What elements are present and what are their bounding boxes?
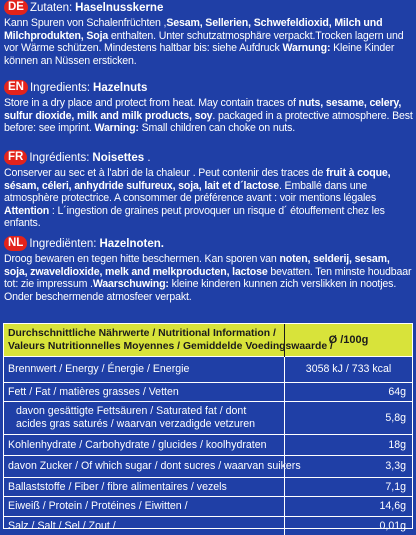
allergens-nl: noten, selderij, sesam, soja, zwaveldioxide, melk and melkproducten, lactose	[4, 253, 390, 278]
nutrition-label: davon Zucker / Of which sugar / dont sucres / waarvan suikers	[8, 460, 301, 473]
lang-badge-fr: FR	[4, 150, 27, 165]
nutrition-label: Eiweiß / Protein / Protéines / Eiwitten /	[8, 500, 188, 513]
nutrition-row-sugar	[4, 456, 412, 478]
nutrition-value: 0,01g	[284, 517, 412, 535]
warning-label-en: Warning:	[94, 122, 139, 135]
allergens-en: nuts, sesame, celery, sulfur dioxide, milk and milk products, soy	[4, 97, 402, 122]
nutrition-label: Kohlenhydrate / Carbohydrate / glucides / koolhydraten	[8, 438, 267, 451]
nutrition-table	[3, 323, 413, 532]
text-en-3: Small children can choke on nuts.	[138, 122, 296, 135]
warning-label-fr: Attention	[4, 204, 50, 217]
ingredient-name-de: Haselnusskerne	[75, 2, 164, 14]
section-de	[4, 0, 413, 80]
nutrition-label: Salz / Salt / Sel / Zout /	[8, 519, 116, 532]
nutrition-row-salt	[4, 517, 412, 535]
text-de-3: Kleine Kinder können an Nüssen ersticken.	[4, 42, 395, 67]
ingredients-label-fr: Ingrédients:	[29, 152, 90, 164]
section-en-text	[4, 97, 413, 135]
nutrition-header-line-1: Durchschnittliche Nährwerte / Nutritional Information /	[8, 328, 276, 339]
text-nl-1: Droog bewaren en tegen hitte beschermen. Kan sporen van	[4, 253, 280, 265]
section-en-heading	[4, 80, 413, 97]
nutrition-label: Fett / Fat / matières grasses / Vetten	[8, 385, 179, 398]
nutrition-value: 14,6g	[284, 497, 412, 516]
nutrition-value: 7,1g	[284, 478, 412, 496]
nutrition-row-saturated-fat	[4, 402, 412, 435]
ingredient-tail-fr: .	[144, 152, 151, 164]
lang-badge-en: EN	[4, 80, 28, 95]
text-fr-1: Conserver au sec et à l'abri de la chaleur . Peut contenir des traces de	[4, 167, 327, 179]
section-de-text	[4, 17, 413, 67]
nutrition-label: Brennwert / Energy / Énergie / Energie	[8, 363, 190, 376]
nutrition-row-fiber	[4, 478, 412, 497]
allergens-fr: fruit à coque, sésam, céleri, anhydride sulfureux, soja, lait et d´lactose	[4, 167, 391, 192]
ingredients-label-en: Ingredients:	[29, 82, 91, 94]
warning-label-nl: Waarschuwing:	[92, 278, 169, 291]
section-en	[4, 80, 413, 150]
nutrition-header-line-2: Valeurs Nutritionnelles Moyennes / Gemiddelde Voedingswaarde /	[8, 341, 333, 352]
text-fr-2: . Emballé dans une atmosphère protectrice. A consommer de préférence avant : voir mentions légales	[4, 179, 377, 205]
text-nl-3: kleine kinderen kunnen zich verslikken in nootjes. Onder beschermende atmosfeer verpakt.	[4, 278, 397, 303]
section-fr-text	[4, 167, 413, 230]
nutrition-label: Ballaststoffe / Fiber / fibre alimentaires / vezels	[8, 480, 227, 493]
ingredient-name-en: Hazelnuts	[93, 82, 148, 94]
allergens-de: Sesam, Sellerien, Schwefeldioxid, Milch und Milchprodukten, Soja	[4, 17, 383, 42]
text-en-1: Store in a dry place and protect from heat. May contain traces of	[4, 97, 299, 109]
warning-label-de: Warnung:	[282, 42, 331, 55]
section-nl	[4, 236, 413, 323]
lang-badge-de: DE	[4, 0, 28, 15]
ingredients-label-de: Zutaten:	[29, 2, 73, 14]
nutrition-unit-header: Ø /100g	[284, 324, 412, 357]
nutrition-value: 18g	[284, 435, 412, 455]
text-de-1: Kann Spuren von Schalenfrüchten ,	[4, 17, 167, 29]
nutrition-row-protein	[4, 497, 412, 517]
section-de-heading	[4, 0, 413, 17]
nutrition-row-carbohydrate	[4, 435, 412, 456]
nutrition-value: 5,8g	[284, 402, 412, 434]
section-nl-heading	[4, 236, 413, 253]
section-nl-text	[4, 253, 413, 303]
section-fr-heading	[4, 150, 413, 167]
nutrition-row-energy	[4, 357, 412, 383]
text-en-2: . packaged in a protective atmosphere. Best before: see imprint.	[4, 109, 413, 135]
nutrition-value: 64g	[284, 383, 412, 401]
nutrition-value: 3058 kJ / 733 kcal	[284, 357, 412, 382]
ingredients-label-nl: Ingrediënten:	[29, 238, 97, 250]
lang-badge-nl: NL	[4, 236, 27, 251]
text-de-2: enthalten. Unter schutzatmosphäre verpackt.Trocken lagern und vor Wärme schützen. Mindestens haltbar bis: siehe Aufdruck	[4, 29, 404, 55]
nutrition-table-header	[4, 324, 412, 357]
nutrition-value: 3,3g	[284, 456, 412, 477]
nutrition-row-fat	[4, 383, 412, 402]
text-nl-2: bevatten. Ten minste houdbaar tot: zie impressum .	[4, 265, 412, 291]
section-fr	[4, 150, 413, 236]
nutrition-label: davon gesättigte Fettsäuren / Saturated fat / dont acides gras saturés / waarvan verzadigde vetzuren	[16, 405, 256, 430]
ingredient-name-nl: Hazelnoten.	[99, 238, 164, 250]
ingredient-name-fr: Noisettes	[92, 152, 145, 164]
text-fr-3: : L´ingestion de graines peut provoquer un risque d´ étouffement chez les enfants.	[4, 204, 385, 230]
